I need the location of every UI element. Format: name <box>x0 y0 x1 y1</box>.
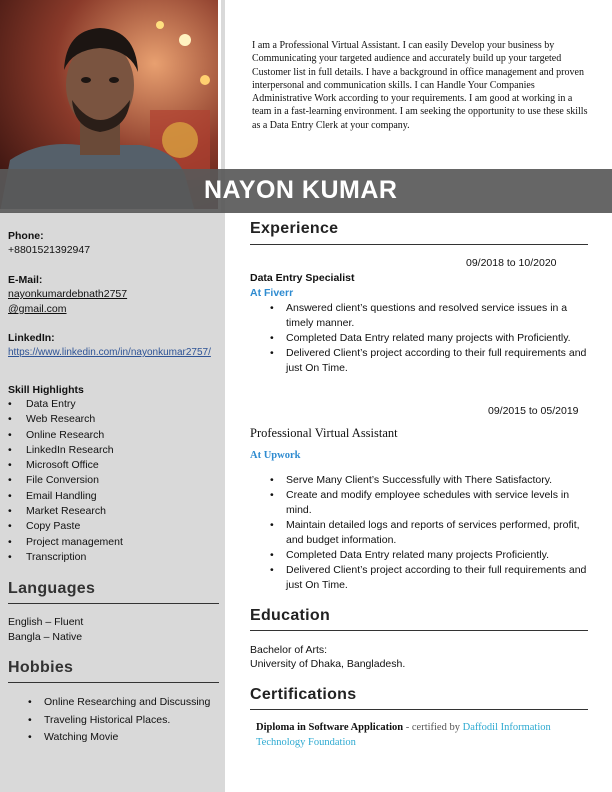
certifications-heading: Certifications <box>250 686 357 703</box>
education-divider <box>250 630 588 631</box>
job-title: Data Entry Specialist <box>250 272 355 284</box>
phone-label: Phone: <box>8 230 44 242</box>
skill-item: • LinkedIn Research <box>8 443 123 458</box>
certifications-divider <box>250 709 588 710</box>
skill-item: • Market Research <box>8 504 123 519</box>
job-bullets <box>270 473 590 593</box>
certification-name: Diploma in Software Application <box>256 722 404 733</box>
skill-item: • File Conversion <box>8 473 123 488</box>
skill-item: • Online Research <box>8 428 123 443</box>
linkedin-label: LinkedIn: <box>8 332 55 344</box>
job-company: At Upwork <box>250 450 301 461</box>
job-bullet: • Answered client’s questions and resolved service issues in a timely manner. <box>270 301 590 331</box>
language-item: Bangla – Native <box>8 631 83 643</box>
job-bullet: • Create and modify employee schedules with service levels in mind. <box>270 488 590 518</box>
skill-item: • Web Research <box>8 412 123 427</box>
skill-item: • Project management <box>8 535 123 550</box>
skill-item: • Data Entry <box>8 397 123 412</box>
hobbies-divider <box>8 682 219 683</box>
certification-org: Daffodil Information Technology Foundation <box>256 722 551 748</box>
job-bullet: • Delivered Client’s project according to their full requirements and just On Time. <box>270 563 590 593</box>
education-heading: Education <box>250 607 331 624</box>
hobby-item: • Online Researching and Discussing <box>28 694 210 712</box>
job-dates: 09/2015 to 05/2019 <box>488 405 579 417</box>
hobby-item: • Traveling Historical Places. <box>28 712 210 730</box>
job-bullet: • Serve Many Client’s Successfully with There Satisfactory. <box>270 473 590 488</box>
skills-heading: Skill Highlights <box>8 384 84 396</box>
full-name: NAYON KUMAR <box>204 176 398 204</box>
job-bullet: • Completed Data Entry related many projects with Proficiently. <box>270 331 590 346</box>
languages-heading: Languages <box>8 580 96 597</box>
experience-heading: Experience <box>250 220 339 237</box>
education-degree: Bachelor of Arts: <box>250 644 328 656</box>
hobby-item: • Watching Movie <box>28 729 210 747</box>
languages-divider <box>8 603 219 604</box>
linkedin-link[interactable]: https://www.linkedin.com/in/nayonkumar2757/ <box>8 347 211 358</box>
skill-item: • Microsoft Office <box>8 458 123 473</box>
skill-item: • Transcription <box>8 550 123 565</box>
job-title: Professional Virtual Assistant <box>250 426 398 440</box>
job-bullets <box>270 301 590 376</box>
language-item: English – Fluent <box>8 616 84 628</box>
job-company: At Fiverr <box>250 287 294 299</box>
education-school: University of Dhaka, Bangladesh. <box>250 658 406 670</box>
email-label: E-Mail: <box>8 274 43 286</box>
certification-by: - certified by <box>403 722 463 733</box>
skills-list <box>8 397 123 565</box>
skill-item: • Email Handling <box>8 489 123 504</box>
job-bullet: • Completed Data Entry related many projects Proficiently. <box>270 548 590 563</box>
job-bullet: • Delivered Client’s project according to their full requirements and just On Time. <box>270 346 590 376</box>
skill-item: • Copy Paste <box>8 519 123 534</box>
profile-summary: I am a Professional Virtual Assistant. I can easily Develop your business by Communicating your targeted audience and accurately build up your targeted Customer list in full details. I have a background in office management and proven interpersonal and communication skills. I can Handle Your Companies Administrative Work according to your requirements. I am good at working in a team in a fast-learning environment. I am seeking the opportunity to use these skills as a Data Entry Clerk at your company. <box>252 40 588 131</box>
phone-value: +8801521392947 <box>8 244 91 256</box>
job-dates: 09/2018 to 10/2020 <box>466 257 557 269</box>
job-bullet: • Maintain detailed logs and reports of services performed, profit, and budget information. <box>270 518 590 548</box>
email-value-line2[interactable]: @gmail.com <box>8 303 67 315</box>
email-value-line1[interactable]: nayonkumardebnath2757 <box>8 288 128 300</box>
hobbies-heading: Hobbies <box>8 659 74 676</box>
hobbies-list <box>28 694 210 747</box>
experience-divider <box>250 244 588 245</box>
certification-entry <box>256 721 586 750</box>
